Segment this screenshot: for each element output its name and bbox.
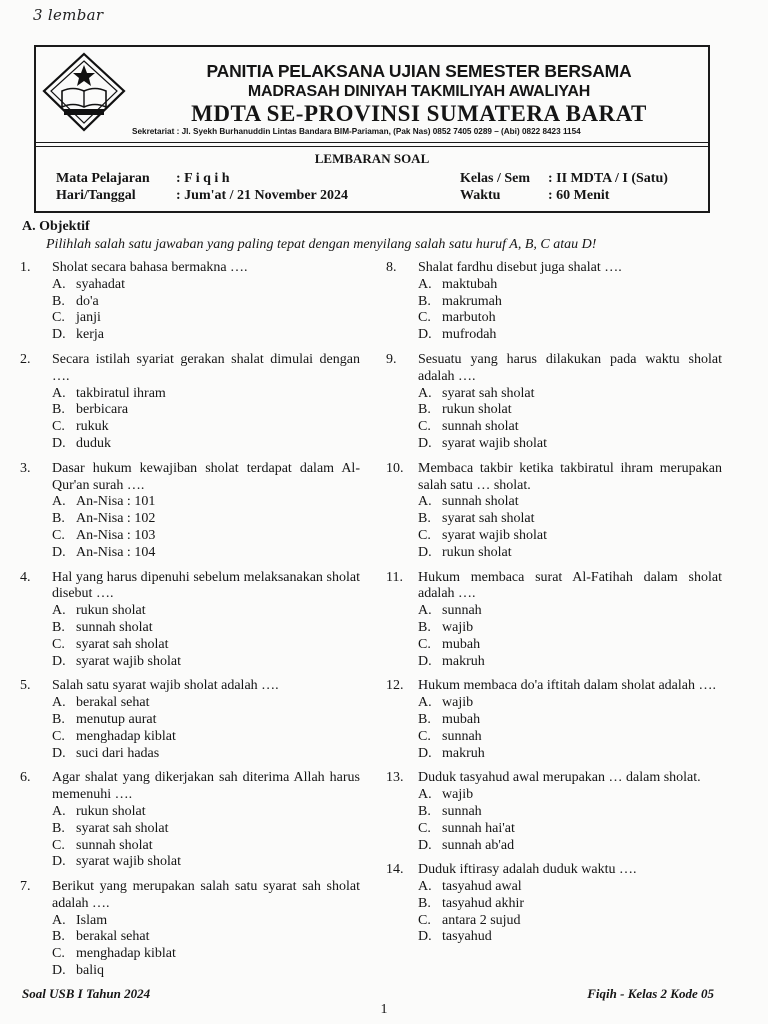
question-text: Duduk tasyahud awal merupakan … dalam sholat. <box>418 770 701 786</box>
option-letter: D. <box>52 745 66 761</box>
option-text: syarat sah sholat <box>76 636 169 652</box>
question-stem <box>386 461 722 495</box>
option-text: takbiratul ihram <box>76 385 166 401</box>
option-letter: D. <box>52 653 66 669</box>
question-text: Hal yang harus dipenuhi sebelum melaksanakan sholat disebut …. <box>52 569 360 602</box>
answer-option <box>386 896 722 913</box>
option-letter: C. <box>418 912 431 928</box>
answer-option <box>386 277 722 294</box>
option-text: berbicara <box>76 402 129 418</box>
time-label: Waktu <box>460 188 501 203</box>
question-text: Hukum membaca surat Al-Fatihah dalam sholat adalah …. <box>418 569 722 602</box>
time-row <box>460 188 609 204</box>
question-stem <box>20 260 360 277</box>
option-letter: A. <box>418 603 432 619</box>
answer-option <box>20 821 360 838</box>
option-text: An-Nisa : 101 <box>76 494 156 510</box>
option-letter: C. <box>52 837 65 853</box>
answer-option <box>20 419 360 436</box>
option-letter: B. <box>52 511 65 527</box>
option-text: sunnah sholat <box>442 419 519 435</box>
option-letter: C. <box>418 310 431 326</box>
province-title: MDTA SE-PROVINSI SUMATERA BARAT <box>191 101 647 126</box>
answer-option <box>20 838 360 855</box>
option-text: duduk <box>76 435 111 451</box>
question-text: Sesuatu yang harus dilakukan pada waktu sholat adalah …. <box>418 351 722 384</box>
option-letter: D. <box>52 544 66 560</box>
answer-option <box>20 854 360 871</box>
option-text: makrumah <box>442 293 502 309</box>
option-text: marbutoh <box>442 310 496 326</box>
section-title: A. Objektif <box>22 219 90 234</box>
question-text: Salah satu syarat wajib sholat adalah …. <box>52 678 279 694</box>
answer-option <box>20 545 360 562</box>
option-text: syahadat <box>76 276 125 292</box>
option-text: maktubah <box>442 276 498 292</box>
question-stem <box>386 678 722 695</box>
option-letter: A. <box>52 603 66 619</box>
question-item <box>20 879 360 980</box>
answer-option <box>386 695 722 712</box>
answer-option <box>20 695 360 712</box>
option-text: An-Nisa : 103 <box>76 527 156 543</box>
option-letter: B. <box>52 402 65 418</box>
option-letter: A. <box>418 879 432 895</box>
option-text: syarat wajib sholat <box>442 527 547 543</box>
answer-option <box>20 637 360 654</box>
answer-option <box>386 821 722 838</box>
answer-option <box>20 603 360 620</box>
answer-option <box>386 545 722 562</box>
answer-option <box>386 654 722 671</box>
option-text: menghadap kiblat <box>76 728 176 744</box>
question-number: 13. <box>386 770 404 786</box>
section-instruction: Pilihlah salah satu jawaban yang paling tepat dengan menyilang salah satu huruf A, B, C atau D! <box>46 237 597 252</box>
option-letter: D. <box>418 745 432 761</box>
answer-option <box>386 511 722 528</box>
question-number: 1. <box>20 260 31 275</box>
answer-option <box>20 402 360 419</box>
question-stem <box>386 862 722 879</box>
option-text: mufrodah <box>442 327 497 343</box>
option-letter: B. <box>52 619 65 635</box>
option-letter: A. <box>52 695 66 711</box>
question-stem <box>386 570 722 604</box>
question-number: 7. <box>20 879 31 895</box>
answer-option <box>386 327 722 344</box>
answer-option <box>386 310 722 327</box>
option-letter: B. <box>418 803 431 819</box>
option-letter: B. <box>52 293 65 309</box>
question-item <box>386 570 722 671</box>
question-number: 5. <box>20 678 31 694</box>
option-letter: A. <box>52 494 66 510</box>
option-text: sunnah <box>442 603 482 619</box>
answer-option <box>20 804 360 821</box>
subject-row <box>56 171 230 187</box>
option-letter: D. <box>418 435 432 451</box>
answer-option <box>386 402 722 419</box>
answer-option <box>20 528 360 545</box>
sheet-title: LEMBARAN SOAL <box>314 151 430 166</box>
answer-option <box>20 963 360 980</box>
option-text: wajib <box>442 695 474 711</box>
option-letter: A. <box>418 276 432 292</box>
class-label: Kelas / Sem <box>460 171 530 186</box>
option-text: mubah <box>442 711 481 727</box>
option-text: An-Nisa : 104 <box>76 544 156 560</box>
option-text: rukun sholat <box>76 803 146 819</box>
option-letter: D. <box>418 327 432 343</box>
question-stem <box>20 352 360 386</box>
question-item <box>386 352 722 453</box>
question-number: 12. <box>386 678 404 694</box>
option-text: syarat wajib sholat <box>76 653 181 669</box>
option-text: mubah <box>442 636 481 652</box>
option-text: syarat sah sholat <box>76 820 169 836</box>
option-letter: C. <box>418 419 431 435</box>
answer-option <box>386 386 722 403</box>
answer-option <box>20 929 360 946</box>
option-letter: B. <box>418 895 431 911</box>
answer-option <box>20 386 360 403</box>
question-stem <box>20 570 360 604</box>
question-stem <box>20 461 360 495</box>
questions-right-column <box>386 260 722 954</box>
handwritten-note: 3 lembar <box>33 6 104 24</box>
option-text: baliq <box>76 963 104 979</box>
option-text: tasyahud akhir <box>442 895 525 911</box>
option-text: tasyahud awal <box>442 879 522 895</box>
question-number: 11. <box>386 569 403 585</box>
option-letter: D. <box>418 653 432 669</box>
question-stem <box>386 770 722 787</box>
option-text: wajib <box>442 619 474 635</box>
option-letter: B. <box>418 402 431 418</box>
subject-value: : F i q i h <box>176 171 230 186</box>
answer-option <box>386 879 722 896</box>
option-text: rukuk <box>76 419 109 435</box>
answer-option <box>20 746 360 763</box>
question-item <box>20 260 360 344</box>
option-letter: A. <box>418 695 432 711</box>
option-text: sunnah sholat <box>442 494 519 510</box>
option-text: syarat wajib sholat <box>442 435 547 451</box>
date-row <box>56 188 348 204</box>
answer-option <box>386 294 722 311</box>
option-letter: C. <box>418 527 431 543</box>
question-stem <box>20 879 360 913</box>
answer-option <box>20 913 360 930</box>
madrasah-logo-icon <box>40 51 128 133</box>
option-text: rukun sholat <box>76 603 146 619</box>
option-text: sunnah sholat <box>76 619 153 635</box>
answer-option <box>386 929 722 946</box>
option-letter: C. <box>52 946 65 962</box>
option-text: rukun sholat <box>442 402 512 418</box>
question-item <box>386 678 722 762</box>
answer-option <box>386 913 722 930</box>
question-item <box>20 461 360 562</box>
footer-exam-label: Soal USB I Tahun 2024 <box>22 986 151 1001</box>
option-text: An-Nisa : 102 <box>76 511 156 527</box>
question-text: Duduk iftirasy adalah duduk waktu …. <box>418 862 637 878</box>
page-number: 1 <box>380 1002 388 1017</box>
option-text: makruh <box>442 745 485 761</box>
option-letter: C. <box>418 728 431 744</box>
question-item <box>20 678 360 762</box>
class-row <box>460 171 668 187</box>
option-text: menghadap kiblat <box>76 946 176 962</box>
option-letter: C. <box>52 636 65 652</box>
answer-option <box>386 620 722 637</box>
answer-option <box>386 436 722 453</box>
footer-subject-code: Fiqih - Kelas 2 Kode 05 <box>587 986 714 1001</box>
question-text: Sholat secara bahasa bermakna …. <box>52 260 248 275</box>
option-letter: A. <box>52 912 66 928</box>
answer-option <box>20 327 360 344</box>
question-item <box>386 770 722 854</box>
header-divider <box>36 146 708 147</box>
question-number: 4. <box>20 569 31 585</box>
question-text: Shalat fardhu disebut juga shalat …. <box>418 260 622 275</box>
option-letter: B. <box>52 820 65 836</box>
answer-option <box>386 603 722 620</box>
option-letter: D. <box>52 963 66 979</box>
option-letter: D. <box>52 854 66 870</box>
option-letter: B. <box>52 929 65 945</box>
question-item <box>386 862 722 946</box>
question-text: Agar shalat yang dikerjakan sah diterima Allah harus memenuhi …. <box>52 770 360 803</box>
subject-label: Mata Pelajaran <box>56 171 150 186</box>
class-value: : II MDTA / I (Satu) <box>548 171 668 186</box>
institution-block <box>130 47 708 136</box>
option-text: antara 2 sujud <box>442 912 521 928</box>
question-number: 14. <box>386 862 404 878</box>
answer-option <box>20 277 360 294</box>
answer-option <box>386 729 722 746</box>
option-letter: D. <box>418 929 432 945</box>
date-label: Hari/Tanggal <box>56 188 136 203</box>
time-value: : 60 Menit <box>548 188 610 203</box>
option-letter: B. <box>418 293 431 309</box>
option-text: sunnah <box>442 803 482 819</box>
answer-option <box>386 712 722 729</box>
answer-option <box>20 729 360 746</box>
option-letter: D. <box>418 837 432 853</box>
option-text: Islam <box>76 912 108 928</box>
question-number: 9. <box>386 351 397 367</box>
option-letter: C. <box>418 820 431 836</box>
option-text: makruh <box>442 653 485 669</box>
option-text: tasyahud <box>442 929 492 945</box>
answer-option <box>386 528 722 545</box>
option-text: sunnah <box>442 728 482 744</box>
option-letter: A. <box>418 385 432 401</box>
option-text: do'a <box>76 293 99 309</box>
question-text: Secara istilah syariat gerakan shalat dimulai dengan …. <box>52 351 360 384</box>
option-letter: D. <box>52 435 66 451</box>
exam-header <box>34 45 710 213</box>
answer-option <box>386 787 722 804</box>
answer-option <box>20 620 360 637</box>
question-stem <box>20 678 360 695</box>
question-text: Hukum membaca do'a iftitah dalam sholat adalah …. <box>418 678 716 694</box>
answer-option <box>20 436 360 453</box>
option-text: kerja <box>76 327 104 343</box>
option-text: suci dari hadas <box>76 745 160 761</box>
answer-option <box>386 494 722 511</box>
questions-left-column <box>20 260 360 988</box>
question-text: Membaca takbir ketika takbiratul ihram merupakan salah satu … sholat. <box>418 460 722 493</box>
option-text: rukun sholat <box>442 544 512 560</box>
question-stem <box>386 260 722 277</box>
answer-option <box>20 511 360 528</box>
option-letter: C. <box>52 419 65 435</box>
question-item <box>386 461 722 562</box>
option-letter: B. <box>52 711 65 727</box>
option-letter: C. <box>52 310 65 326</box>
question-number: 6. <box>20 770 31 786</box>
question-number: 3. <box>20 460 31 476</box>
question-number: 2. <box>20 351 31 367</box>
question-item <box>20 352 360 453</box>
option-text: janji <box>76 310 101 326</box>
answer-option <box>20 946 360 963</box>
option-letter: A. <box>52 385 66 401</box>
option-text: sunnah sholat <box>76 837 153 853</box>
question-stem <box>386 352 722 386</box>
option-text: syarat sah sholat <box>442 511 535 527</box>
header-divider <box>36 142 708 143</box>
option-text: berakal sehat <box>76 695 150 711</box>
option-letter: B. <box>418 711 431 727</box>
answer-option <box>386 637 722 654</box>
option-text: syarat sah sholat <box>442 385 535 401</box>
answer-option <box>20 494 360 511</box>
option-letter: C. <box>52 527 65 543</box>
option-letter: B. <box>418 511 431 527</box>
answer-option <box>386 419 722 436</box>
option-text: sunnah hai'at <box>442 820 515 836</box>
answer-option <box>20 294 360 311</box>
option-text: berakal sehat <box>76 929 150 945</box>
date-value: : Jum'at / 21 November 2024 <box>176 188 348 203</box>
question-text: Dasar hukum kewajiban sholat terdapat dalam Al-Qur'an surah …. <box>52 460 360 493</box>
question-number: 10. <box>386 460 404 476</box>
option-letter: D. <box>52 327 66 343</box>
question-number: 8. <box>386 260 397 275</box>
question-item <box>20 570 360 671</box>
option-text: wajib <box>442 787 474 803</box>
option-letter: B. <box>418 619 431 635</box>
option-letter: C. <box>52 728 65 744</box>
option-letter: A. <box>52 803 66 819</box>
answer-option <box>20 654 360 671</box>
committee-title: PANITIA PELAKSANA UJIAN SEMESTER BERSAMA <box>206 61 632 81</box>
answer-option <box>20 310 360 327</box>
option-letter: A. <box>418 787 432 803</box>
question-item <box>20 770 360 871</box>
answer-option <box>386 804 722 821</box>
option-letter: A. <box>52 276 66 292</box>
option-letter: A. <box>418 494 432 510</box>
secretariat-address: Sekretariat : Jl. Syekh Burhanuddin Lintas Bandara BIM-Pariaman, (Pak Nas) 0852 7405 0289 – (Abi) 0822 8423 1154 <box>132 127 581 136</box>
option-text: menutup aurat <box>76 711 157 727</box>
answer-option <box>386 838 722 855</box>
option-text: sunnah ab'ad <box>442 837 515 853</box>
option-letter: D. <box>418 544 432 560</box>
question-item <box>386 260 722 344</box>
madrasah-title: MADRASAH DINIYAH TAKMILIYAH AWALIYAH <box>247 83 591 100</box>
option-letter: C. <box>418 636 431 652</box>
option-text: syarat wajib sholat <box>76 854 181 870</box>
answer-option <box>386 746 722 763</box>
question-text: Berikut yang merupakan salah satu syarat sah sholat adalah …. <box>52 879 360 911</box>
question-stem <box>20 770 360 804</box>
answer-option <box>20 712 360 729</box>
